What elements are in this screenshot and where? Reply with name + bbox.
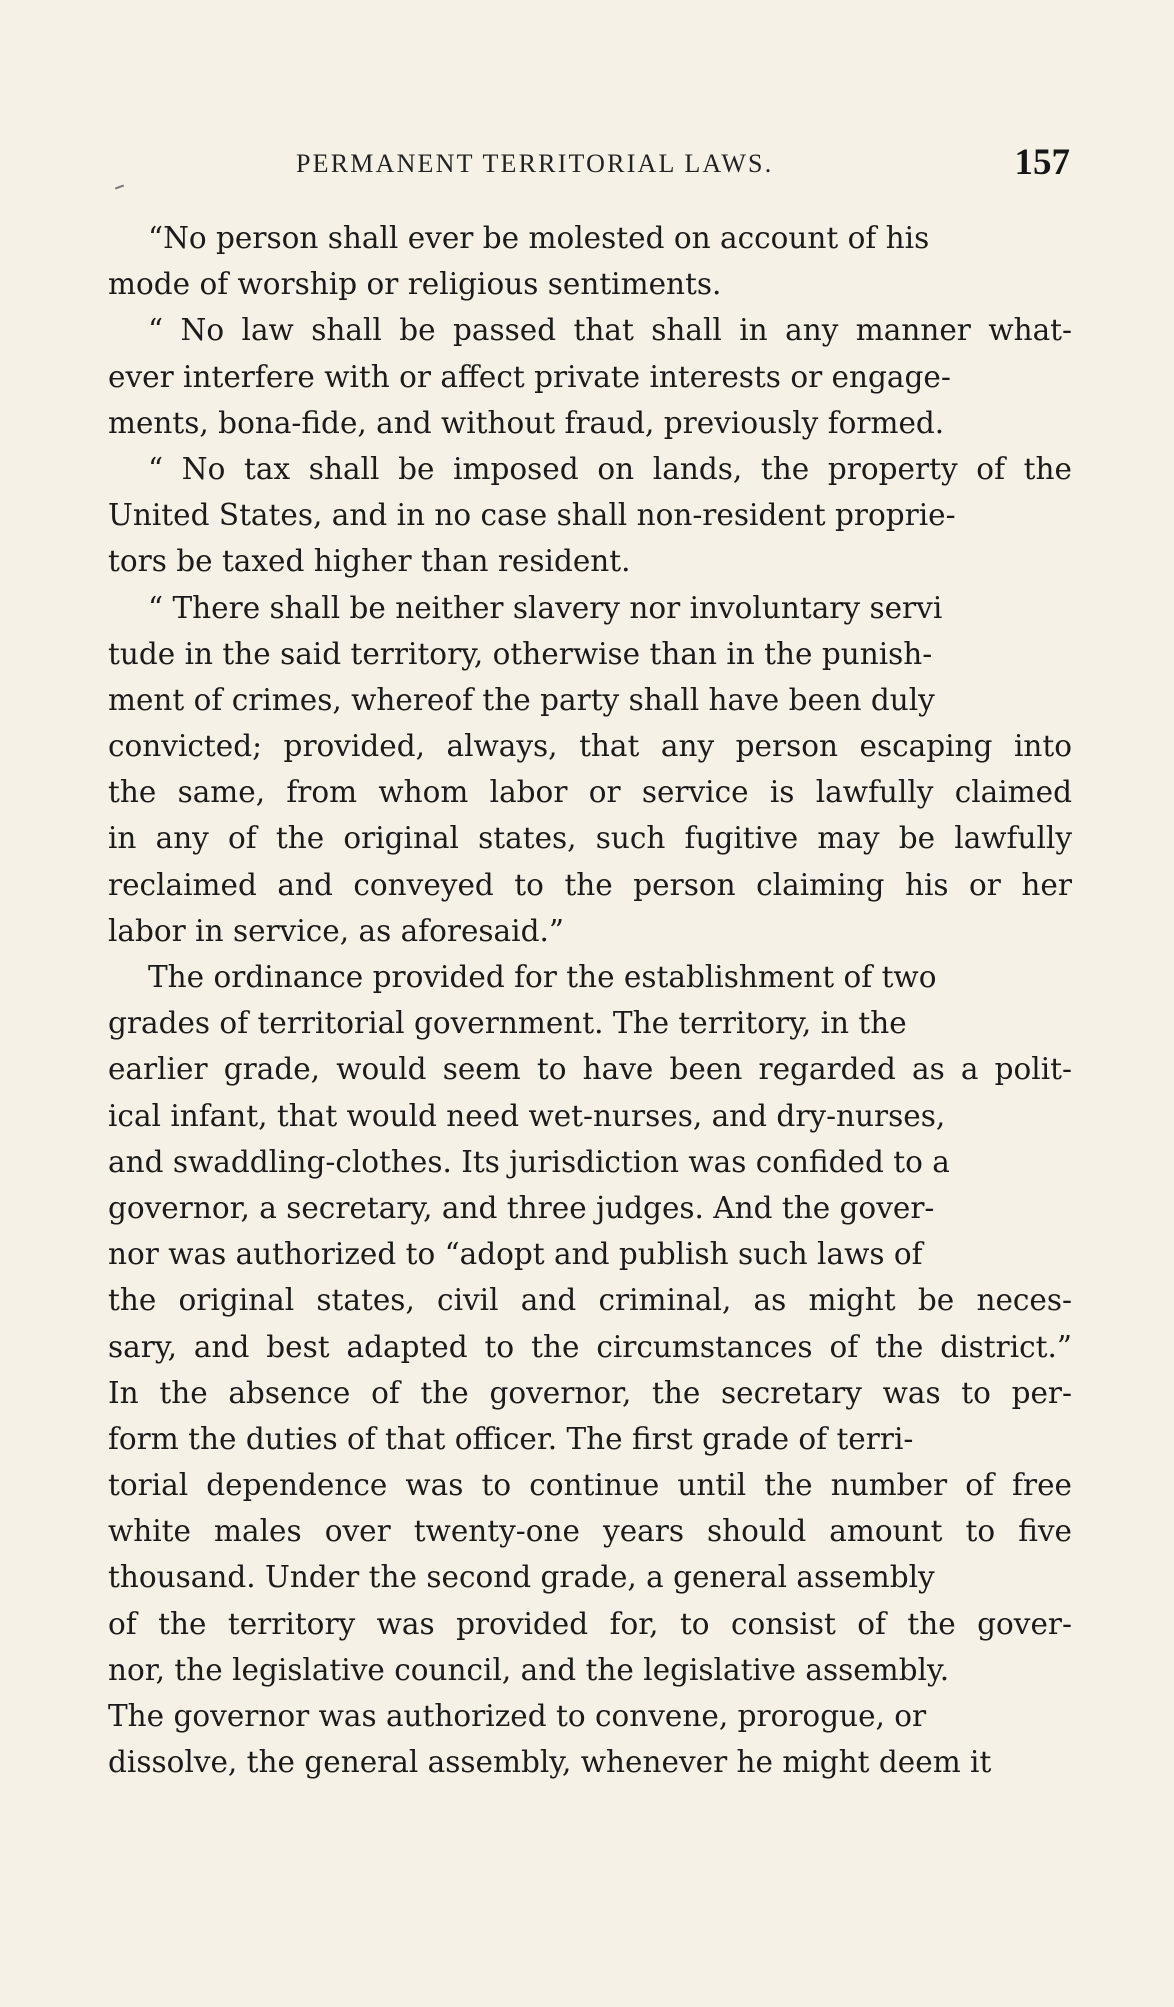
text-line-content: of the territory was provided for, to consist of the gover- bbox=[108, 1606, 1072, 1641]
page-number: 157 bbox=[1014, 142, 1070, 183]
text-line-content: nor, the legislative council, and the legislative assembly. bbox=[108, 1652, 950, 1687]
text-line bbox=[108, 631, 1072, 677]
text-line-content: in any of the original states, such fugitive may be lawfully bbox=[108, 821, 1072, 856]
text-line-content: mode of worship or religious sentiments. bbox=[108, 267, 722, 302]
text-line-content: governor, a secretary, and three judges. And the gover- bbox=[108, 1190, 935, 1225]
text-line bbox=[108, 400, 1072, 446]
text-line-content: “No person shall ever be molested on account of his bbox=[148, 221, 930, 255]
text-line-content: reclaimed and conveyed to the person claiming his or her bbox=[108, 867, 1072, 902]
text-line bbox=[108, 261, 1072, 307]
text-line-content: earlier grade, would seem to have been regarded as a polit- bbox=[108, 1052, 1072, 1087]
text-line-content: “ No tax shall be imposed on lands, the property of the bbox=[148, 451, 1072, 486]
text-line-content: grades of territorial government. The territory, in the bbox=[108, 1006, 907, 1041]
text-line bbox=[108, 354, 1072, 400]
text-line bbox=[108, 492, 1072, 538]
text-line-content: labor in service, as aforesaid.” bbox=[108, 913, 564, 948]
text-line-content: ever interfere with or affect private interests or engage- bbox=[108, 359, 951, 394]
text-line-content: white males over twenty-one years should amount to five bbox=[108, 1514, 1072, 1549]
body-text bbox=[108, 215, 1072, 1785]
text-line bbox=[108, 307, 1072, 353]
text-line bbox=[108, 677, 1072, 723]
text-line bbox=[108, 1647, 1072, 1693]
text-line bbox=[108, 1093, 1072, 1139]
text-line bbox=[108, 1462, 1072, 1508]
text-line bbox=[108, 815, 1072, 861]
text-line bbox=[108, 446, 1072, 492]
text-line-content: convicted; provided, always, that any person escaping into bbox=[108, 729, 1072, 764]
text-line bbox=[108, 862, 1072, 908]
text-line bbox=[108, 1046, 1072, 1092]
text-line bbox=[108, 585, 1072, 631]
text-line bbox=[108, 215, 1072, 261]
text-line bbox=[108, 769, 1072, 815]
text-line bbox=[108, 1416, 1072, 1462]
running-head bbox=[296, 141, 1086, 187]
text-line bbox=[108, 1324, 1072, 1370]
text-line-content: and swaddling-clothes. Its jurisdiction was confided to a bbox=[108, 1144, 950, 1179]
text-line-content: thousand. Under the second grade, a general assembly bbox=[108, 1560, 935, 1595]
text-line bbox=[108, 908, 1072, 954]
text-line bbox=[108, 1370, 1072, 1416]
text-line bbox=[108, 1739, 1072, 1785]
text-line bbox=[108, 1000, 1072, 1046]
ink-speck bbox=[115, 185, 124, 190]
text-line-content: In the absence of the governor, the secretary was to per- bbox=[108, 1375, 1072, 1410]
text-line-content: tude in the said territory, otherwise than in the punish- bbox=[108, 636, 933, 671]
text-line bbox=[108, 538, 1072, 584]
text-line bbox=[108, 723, 1072, 769]
text-line bbox=[108, 1277, 1072, 1323]
text-line-content: the same, from whom labor or service is lawfully claimed bbox=[108, 775, 1072, 810]
text-line bbox=[108, 1185, 1072, 1231]
text-line-content: “ No law shall be passed that shall in any manner what- bbox=[148, 313, 1072, 348]
text-line-content: ical infant, that would need wet-nurses, and dry-nurses, bbox=[108, 1098, 946, 1133]
text-line-content: The ordinance provided for the establishment of two bbox=[148, 960, 937, 994]
text-line-content: “ There shall be neither slavery nor involuntary servi bbox=[148, 590, 943, 625]
text-line bbox=[108, 1231, 1072, 1277]
text-line-content: sary, and best adapted to the circumstances of the district.” bbox=[108, 1329, 1072, 1364]
text-line-content: form the duties of that officer. The first grade of terri- bbox=[108, 1421, 914, 1456]
text-line-content: ment of crimes, whereof the party shall have been duly bbox=[108, 682, 935, 717]
text-line-content: torial dependence was to continue until the number of free bbox=[108, 1468, 1072, 1503]
text-line bbox=[108, 1601, 1072, 1647]
text-line bbox=[108, 1508, 1072, 1554]
text-line-content: ments, bona-fide, and without fraud, previously formed. bbox=[108, 405, 945, 440]
text-line-content: United States, and in no case shall non-resident proprie- bbox=[108, 498, 956, 533]
text-line-content: tors be taxed higher than resident. bbox=[108, 544, 631, 579]
running-title: PERMANENT TERRITORIAL LAWS. bbox=[296, 149, 774, 178]
text-line-content: dissolve, the general assembly, whenever he might deem it bbox=[108, 1745, 992, 1780]
text-line bbox=[108, 954, 1072, 1000]
text-line-content: nor was authorized to “adopt and publish such laws of bbox=[108, 1237, 923, 1272]
text-line bbox=[108, 1693, 1072, 1739]
text-line bbox=[108, 1139, 1072, 1185]
text-line-content: The governor was authorized to convene, prorogue, or bbox=[108, 1699, 927, 1733]
text-line-content: the original states, civil and criminal, as might be neces- bbox=[108, 1283, 1072, 1318]
text-line bbox=[108, 1554, 1072, 1600]
